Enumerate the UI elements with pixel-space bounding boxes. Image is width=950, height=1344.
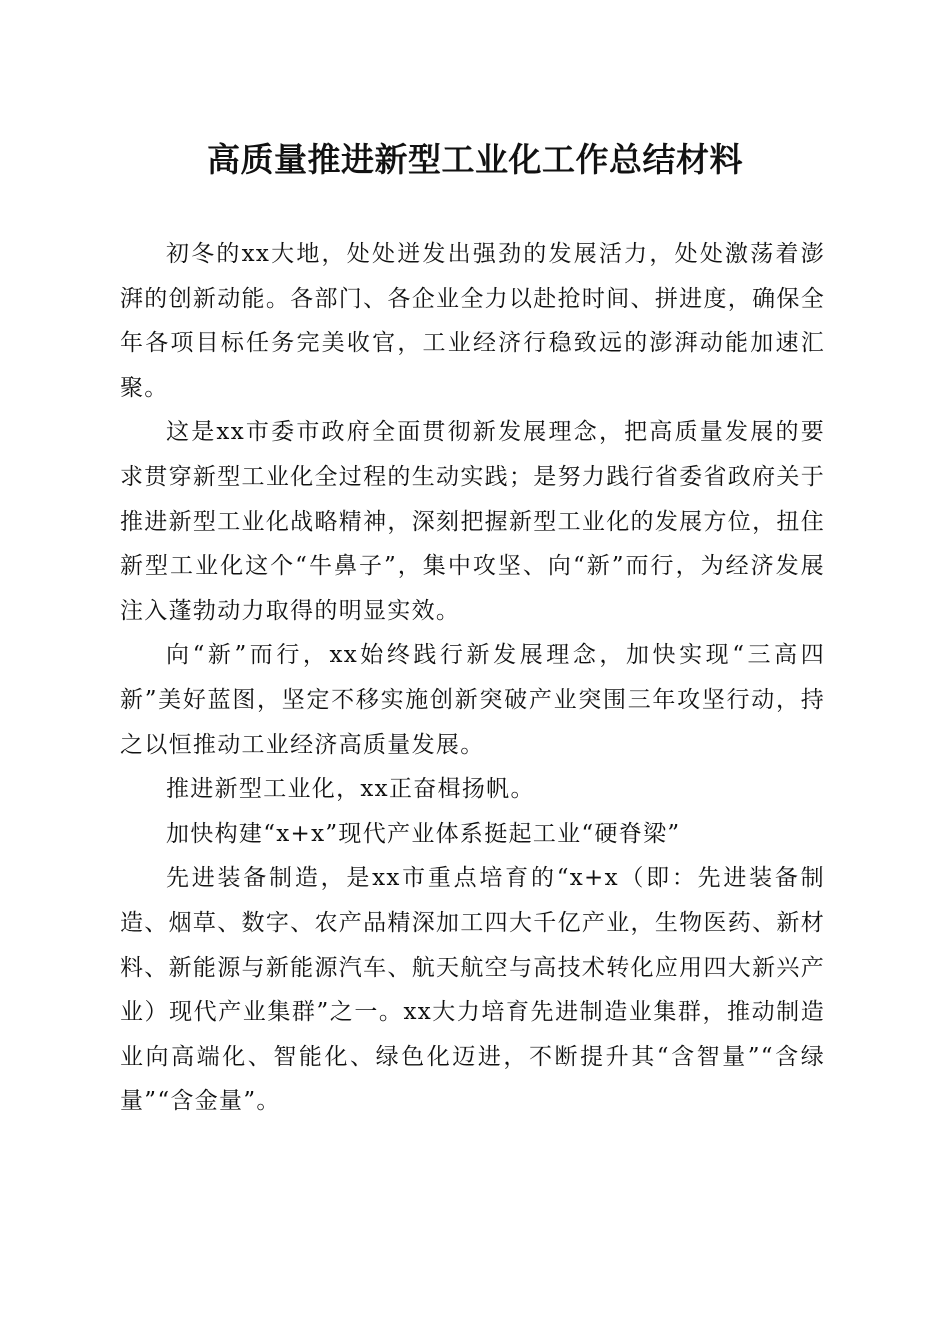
section-heading: 加快构建“x+x”现代产业体系挺起工业“硬脊梁” bbox=[166, 820, 681, 847]
paragraph: 先进装备制造，是xx市重点培育的“x+x（即：先进装备制造、烟草、数字、农产品精深加工四大千亿产业，生物医药、新材料、新能源与新能源汽车、航天航空与高技术转化应用四大新兴产业）现代产业集群”之一。xx大力培育先进制造业集群，推动制造业向高端化、智能化、绿色化迈进，不断提升其“含智量”“含绿量”“含金量”。 bbox=[120, 865, 825, 1115]
document-title: 高质量推进新型工业化工作总结材料 bbox=[207, 140, 743, 179]
paragraph: 初冬的xx大地，处处迸发出强劲的发展活力，处处激荡着澎湃的创新动能。各部门、各企业全力以赴抢时间、拼进度，确保全年各项目标任务完美收官，工业经济行稳致远的澎湃动能加速汇聚。 bbox=[120, 241, 825, 401]
paragraph: 这是xx市委市政府全面贯彻新发展理念，把高质量发展的要求贯穿新型工业化全过程的生动实践；是努力践行省委省政府关于推进新型工业化战略精神，深刻把握新型工业化的发展方位，扭住新型工业化这个“牛鼻子”，集中攻坚、向“新”而行，为经济发展注入蓬勃动力取得的明显实效。 bbox=[120, 419, 825, 624]
paragraph: 推进新型工业化，xx正奋楫扬帆。 bbox=[166, 776, 535, 803]
paragraph: 向“新”而行，xx始终践行新发展理念，加快实现“三高四新”美好蓝图，坚定不移实施创新突破产业突围三年攻坚行动，持之以恒推动工业经济高质量发展。 bbox=[120, 642, 825, 758]
document-body bbox=[120, 232, 825, 1124]
